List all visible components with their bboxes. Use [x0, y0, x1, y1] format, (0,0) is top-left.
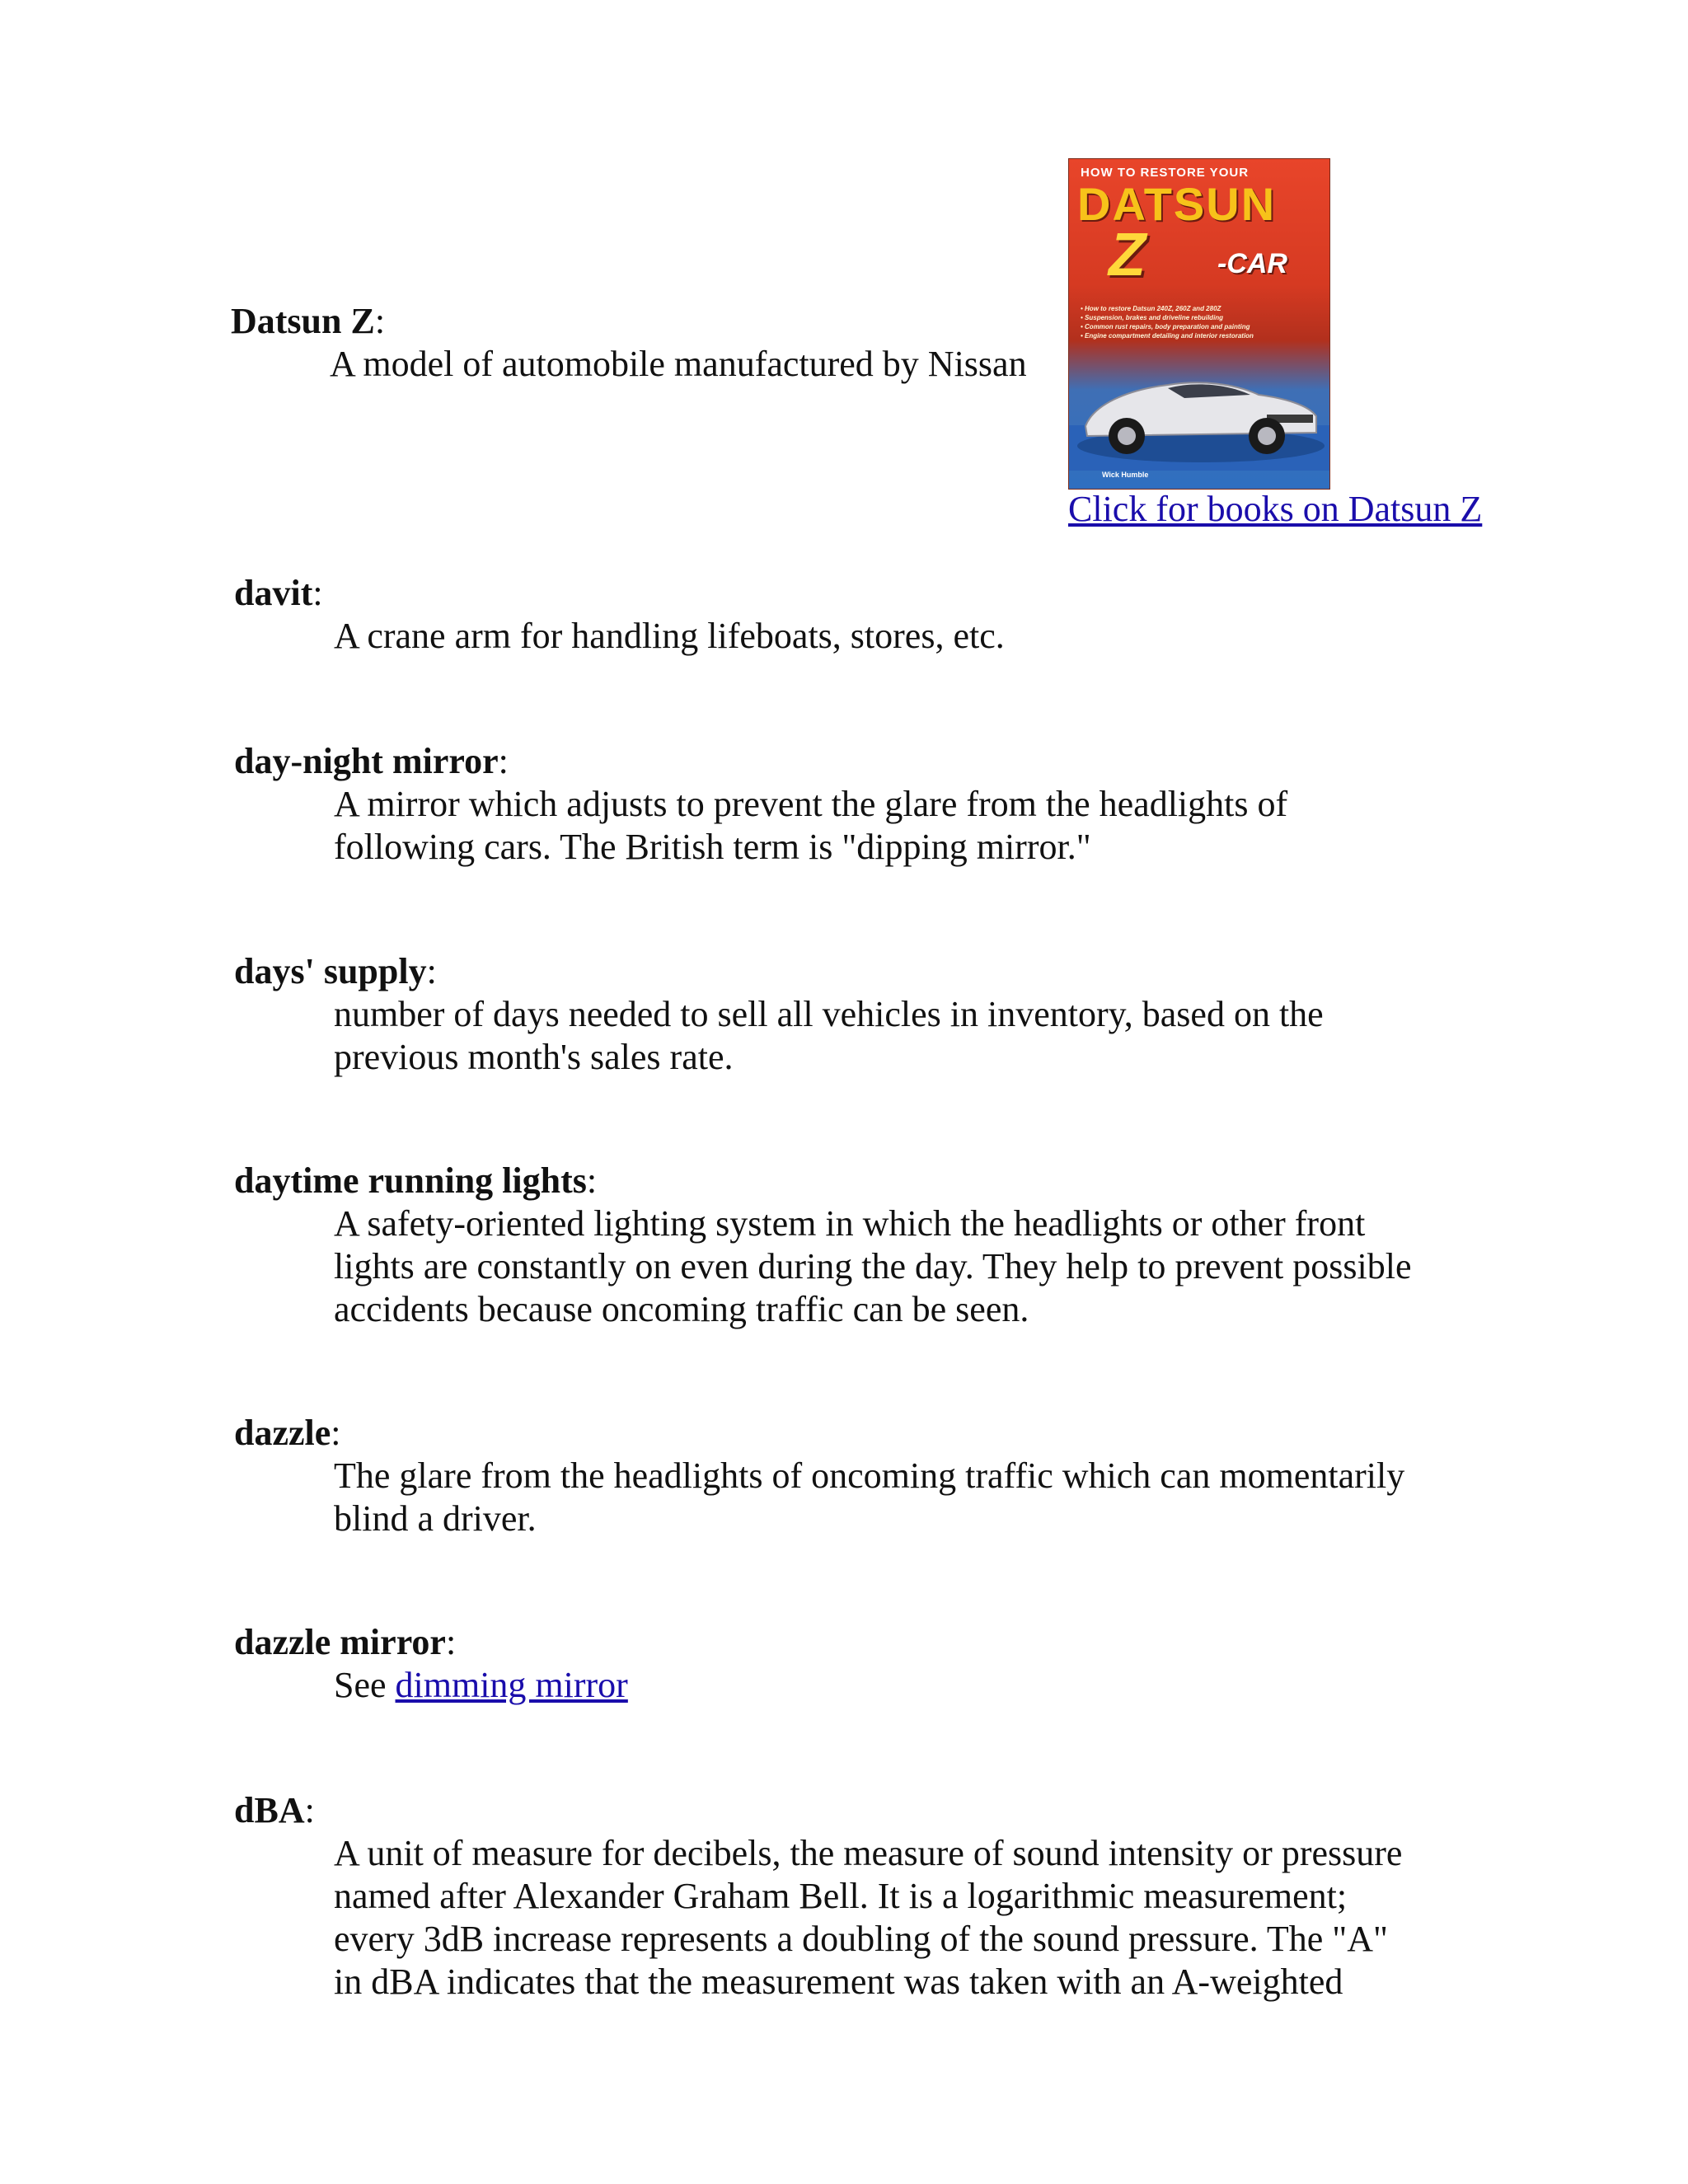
cover-bullet: • Common rust repairs, body preparation and painting — [1081, 323, 1250, 330]
cover-author-text: Wick Humble — [1102, 471, 1149, 479]
definition-dazzle — [334, 1455, 1488, 1540]
definition-line: blind a driver. — [334, 1498, 537, 1539]
definition-line: lights are constantly on even during the day. They help to prevent possible — [334, 1246, 1412, 1286]
definition-line: in dBA indicates that the measurement was taken with an A-weighted — [334, 1961, 1343, 2002]
definition-dazzle-mirror — [334, 1664, 628, 1707]
definition-dba — [334, 1832, 1488, 2004]
dimming-mirror-link[interactable]: dimming mirror — [395, 1665, 628, 1705]
cover-bullet: • Engine compartment detailing and interior restoration — [1081, 332, 1254, 340]
term-colon: : — [374, 301, 386, 341]
definition-line: following cars. The British term is "dipping mirror." — [334, 827, 1091, 867]
definition-line: A unit of measure for decibels, the measure of sound intensity or pressure — [334, 1833, 1403, 1873]
cover-model-text: Z — [1109, 220, 1146, 288]
term-colon: : — [586, 1160, 598, 1201]
term-colon: : — [331, 1413, 341, 1453]
term-title: dazzle mirror — [234, 1622, 446, 1662]
books-datsun-z-link[interactable]: Click for books on Datsun Z — [1068, 489, 1483, 529]
term-colon: : — [498, 741, 509, 781]
term-title: Datsun Z — [231, 301, 375, 341]
definition-line: accidents because oncoming traffic can be seen. — [334, 1289, 1029, 1329]
definition-line: previous month's sales rate. — [334, 1037, 734, 1077]
term-dazzle-mirror — [234, 1621, 456, 1664]
cover-bullet-list — [1081, 304, 1254, 340]
definition-daytime-running-lights — [334, 1202, 1488, 1331]
term-colon: : — [312, 573, 323, 613]
term-dba — [234, 1789, 315, 1832]
definition-line: The glare from the headlights of oncoming traffic which can momentarily — [334, 1455, 1405, 1496]
see-prefix: See — [334, 1665, 387, 1705]
term-dazzle — [234, 1412, 341, 1455]
term-days-supply — [234, 950, 437, 993]
term-colon: : — [426, 951, 437, 991]
term-daytime-running-lights — [234, 1160, 597, 1202]
definition-days-supply — [334, 993, 1471, 1079]
term-title: dBA — [234, 1790, 305, 1830]
definition-line: named after Alexander Graham Bell. It is a logarithmic measurement; — [334, 1876, 1348, 1916]
definition-line: every 3dB increase represents a doubling of the sound pressure. The "A" — [334, 1919, 1388, 1959]
definition-line: number of days needed to sell all vehicles in inventory, based on the — [334, 994, 1324, 1034]
term-datsun-z — [231, 300, 385, 343]
definition-line: A safety-oriented lighting system in which the headlights or other front — [334, 1203, 1366, 1244]
definition-line: A mirror which adjusts to prevent the glare from the headlights of — [334, 784, 1288, 824]
term-title: dazzle — [234, 1413, 331, 1453]
cover-brand-text: DATSUN — [1077, 178, 1277, 230]
term-title: daytime running lights — [234, 1160, 587, 1201]
car-illustration — [1069, 347, 1329, 471]
definition-davit: A crane arm for handling lifeboats, stores, etc. — [334, 616, 1005, 656]
definition-day-night-mirror — [334, 783, 1471, 869]
term-day-night-mirror — [234, 740, 509, 783]
term-davit — [234, 572, 323, 615]
term-title: davit — [234, 573, 313, 613]
term-colon: : — [445, 1622, 457, 1662]
term-title: days' supply — [234, 951, 427, 991]
cover-bullet: • How to restore Datsun 240Z, 260Z and 280Z — [1081, 305, 1221, 312]
cover-bullet: • Suspension, brakes and driveline rebuilding — [1081, 314, 1224, 321]
cover-suffix-text: -CAR — [1217, 248, 1287, 279]
definition-datsun-z: A model of automobile manufactured by Nissan — [330, 344, 1027, 384]
term-title: day-night mirror — [234, 741, 499, 781]
book-cover-image[interactable] — [1068, 158, 1330, 490]
term-colon: : — [304, 1790, 315, 1830]
cover-top-text: HOW TO RESTORE YOUR — [1081, 166, 1250, 180]
